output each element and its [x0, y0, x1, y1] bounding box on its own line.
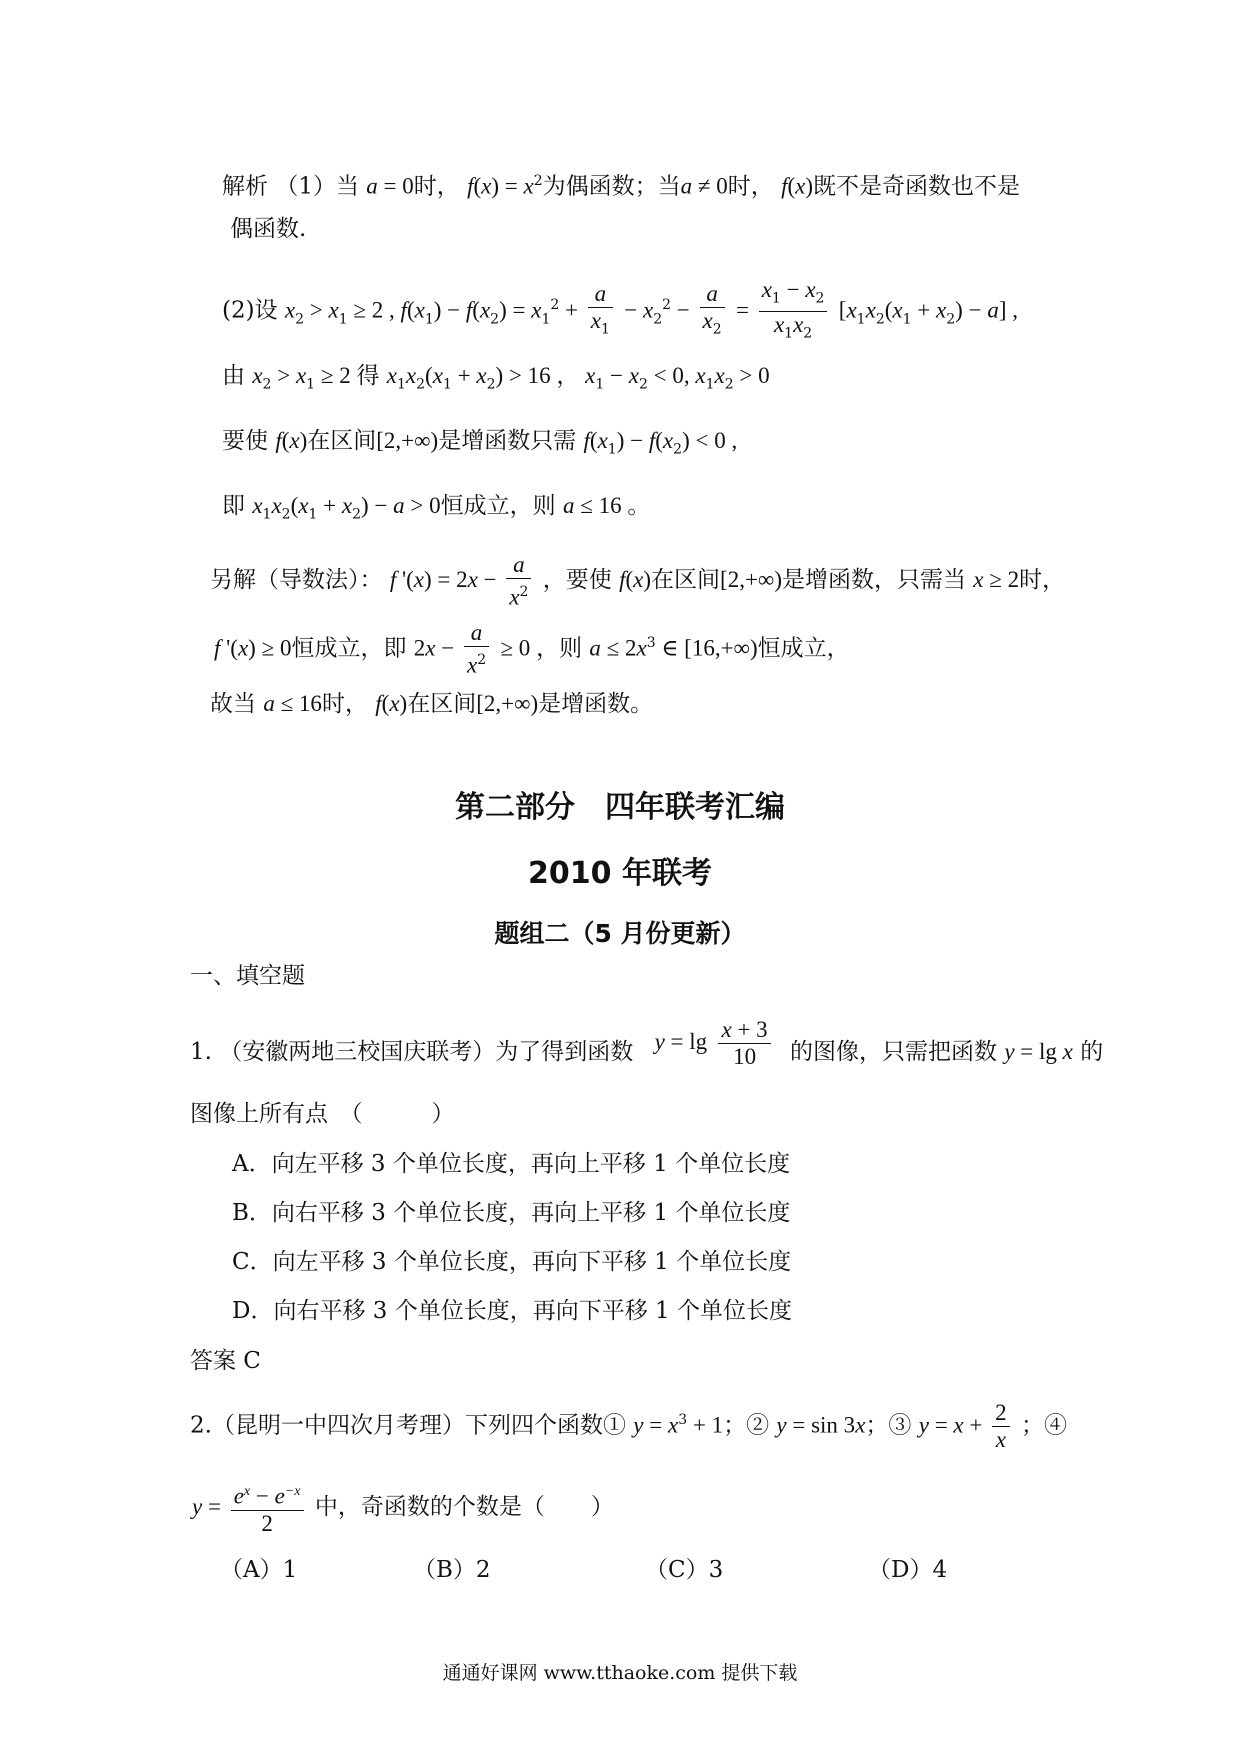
fraction: $\frac{e^x - e^{-x}}{2}$ [231, 1479, 304, 1537]
solution-line-2: (2)设 $x_2 > x_1 \ge 2$ , $f(x_1) - f(x_2) = x_1^2$ + $\frac{a}{x_1}$ − $x_2^2$ − $\frac{a}{x_2}$ = $\frac{x_1 - x_2}{x_1x_2}$ $[x_1x_2(x_1 + x_2) - a]$ , [222, 270, 1018, 354]
text-segment: ，要使 [542, 567, 612, 593]
text-segment: 时， [321, 691, 368, 717]
text-segment: 时， [1019, 567, 1066, 593]
q1-line-1: 1. （安徽两地三校国庆联考）为了得到函数 y = lg $\frac{x + 3}{10}$ 的图像，只需把函数 y = lg x 的 [190, 1012, 1103, 1092]
math-expr: a [366, 173, 378, 199]
text-segment: 要使 [222, 428, 268, 454]
q1-answer: 答案 C [190, 1348, 261, 1374]
text-segment: 得 [356, 363, 380, 389]
math-expr: y = lg $\frac{x + 3}{10}$ [655, 1002, 775, 1082]
q2-option-b: （B）2 [413, 1557, 491, 1583]
text-segment: ；④ [1020, 1412, 1067, 1439]
q1-option-b: B．向右平移 3 个单位长度，再向上平移 1 个单位长度 [232, 1200, 791, 1226]
fraction: $\frac{2}{x}$ [992, 1400, 1010, 1453]
text-segment: 1. （安徽两地三校国庆联考）为了得到函数 [190, 1039, 634, 1065]
q2-line-1: 2.（昆明一中四次月考理）下列四个函数① $y = x^3 + 1$；② y = sin 3x；③ y = x + $\frac{2}{x}$ ；④ [190, 1400, 1067, 1453]
text-segment: 故当 [210, 691, 256, 717]
text-segment: 时， [413, 173, 460, 200]
q1-line-2: 图像上所有点 （ ） [190, 1101, 455, 1127]
text-segment: 在区间 [307, 428, 377, 454]
text-segment: 在区间 [407, 691, 477, 717]
text-segment: 即 [222, 493, 245, 519]
text-segment: 为偶函数；当 [542, 173, 681, 200]
text-segment: ，则 [536, 635, 583, 662]
q1-option-d: D．向右平移 3 个单位长度，再向下平移 1 个单位长度 [232, 1298, 792, 1324]
q2-option-d: （D）4 [868, 1557, 948, 1583]
text-segment: (2)设 [222, 297, 278, 324]
solution-alt-1: 另解（导数法）： f '(x) = 2x − $\frac{a}{x^2}$ ，要使 f(x)在区间[2,+∞)是增函数，只需当 x ≥ 2时， [210, 551, 1066, 610]
section-title: 一、填空题 [190, 963, 305, 989]
text-segment: 恒成立， [757, 635, 850, 662]
text-segment: 的 [1080, 1039, 1104, 1065]
fraction: $\frac{a}{x^2}$ [464, 620, 489, 679]
page-footer: 通通好课网 www.tthaoke.com 提供下载 [442, 1662, 798, 1684]
text-segment: 的图像，只需把函数 [790, 1039, 997, 1065]
text-segment: 时， [727, 173, 774, 200]
text-segment: ；② [723, 1412, 770, 1439]
part-heading: 第二部分 四年联考汇编 [455, 790, 785, 825]
text-segment: 恒成立，即 [291, 635, 407, 662]
text-segment: 2.（昆明一中四次月考理）下列四个函数① [190, 1412, 626, 1439]
q2-line-2: y = $\frac{e^x - e^{-x}}{2}$ 中，奇函数的个数是（ ） [192, 1472, 614, 1542]
fraction: $\frac{a}{x_2}$ [700, 281, 725, 343]
fraction: $\frac{x_1 - x_2}{x_1x_2}$ [759, 277, 828, 347]
solution-label: 解析 [222, 173, 268, 200]
q1-option-c: C．向左平移 3 个单位长度，再向下平移 1 个单位长度 [232, 1249, 792, 1275]
math-expr: f [467, 173, 474, 199]
text-segment: 恒成立，则 [440, 493, 556, 519]
text-segment: 在区间 [651, 567, 721, 593]
fraction: $\frac{a}{x_1}$ [588, 281, 613, 343]
solution-alt-2: f '(x) ≥ 0恒成立，即 2x − $\frac{a}{x^2}$ ≥ 0 ，则 $a \le 2x^3$ ∈ [16,+∞)恒成立， [214, 620, 850, 678]
text-segment: 另解（导数法）： [210, 567, 383, 593]
fraction: $\frac{a}{x^2}$ [506, 552, 531, 611]
text-segment: 偶函数. [230, 216, 307, 242]
text-segment: 由 [222, 363, 245, 389]
text-segment: 是增函数，只需当 [781, 567, 966, 593]
solution-line-3: 由 $x_2 > x_1 \ge 2$ 得 $x_1x_2(x_1 + x_2) > 16$ ， $x_1 - x_2 < 0$, $x_1x_2 > 0$ [222, 363, 770, 393]
text-segment: ；③ [865, 1412, 912, 1439]
q2-option-a: （A）1 [220, 1557, 298, 1583]
q1-option-a: A．向左平移 3 个单位长度，再向上平移 1 个单位长度 [232, 1151, 791, 1177]
text-segment: 既不是奇函数也不是 [813, 173, 1021, 200]
text-segment: 中，奇函数的个数是（ ） [314, 1494, 614, 1520]
solution-line-1b [230, 213, 306, 245]
solution-end: 故当 a ≤ 16时， f(x)在区间[2,+∞)是增函数。 [210, 691, 654, 717]
year-heading: 2010 年联考 [528, 856, 712, 891]
solution-line-5: 即 $x_1x_2(x_1 + x_2) - a > 0$恒成立，则 a ≤ 16 。 [222, 493, 651, 523]
group-heading: 题组二（5 月份更新） [494, 919, 746, 948]
solution-line-1: 解析 （1）当 a = 0时， $f(x) = x^2$为偶函数；当a ≠ 0时， f(x)既不是奇函数也不是 [222, 173, 1021, 200]
text-segment: 是增函数。 [538, 691, 654, 717]
text-segment: （1）当 [275, 173, 359, 200]
text-segment: 是增函数只需 [438, 428, 577, 454]
q2-option-c: （C）3 [645, 1557, 724, 1583]
solution-line-4: 要使 f(x)在区间[2,+∞)是增函数只需 $f(x_1) - f(x_2) < 0$ , [222, 428, 738, 458]
